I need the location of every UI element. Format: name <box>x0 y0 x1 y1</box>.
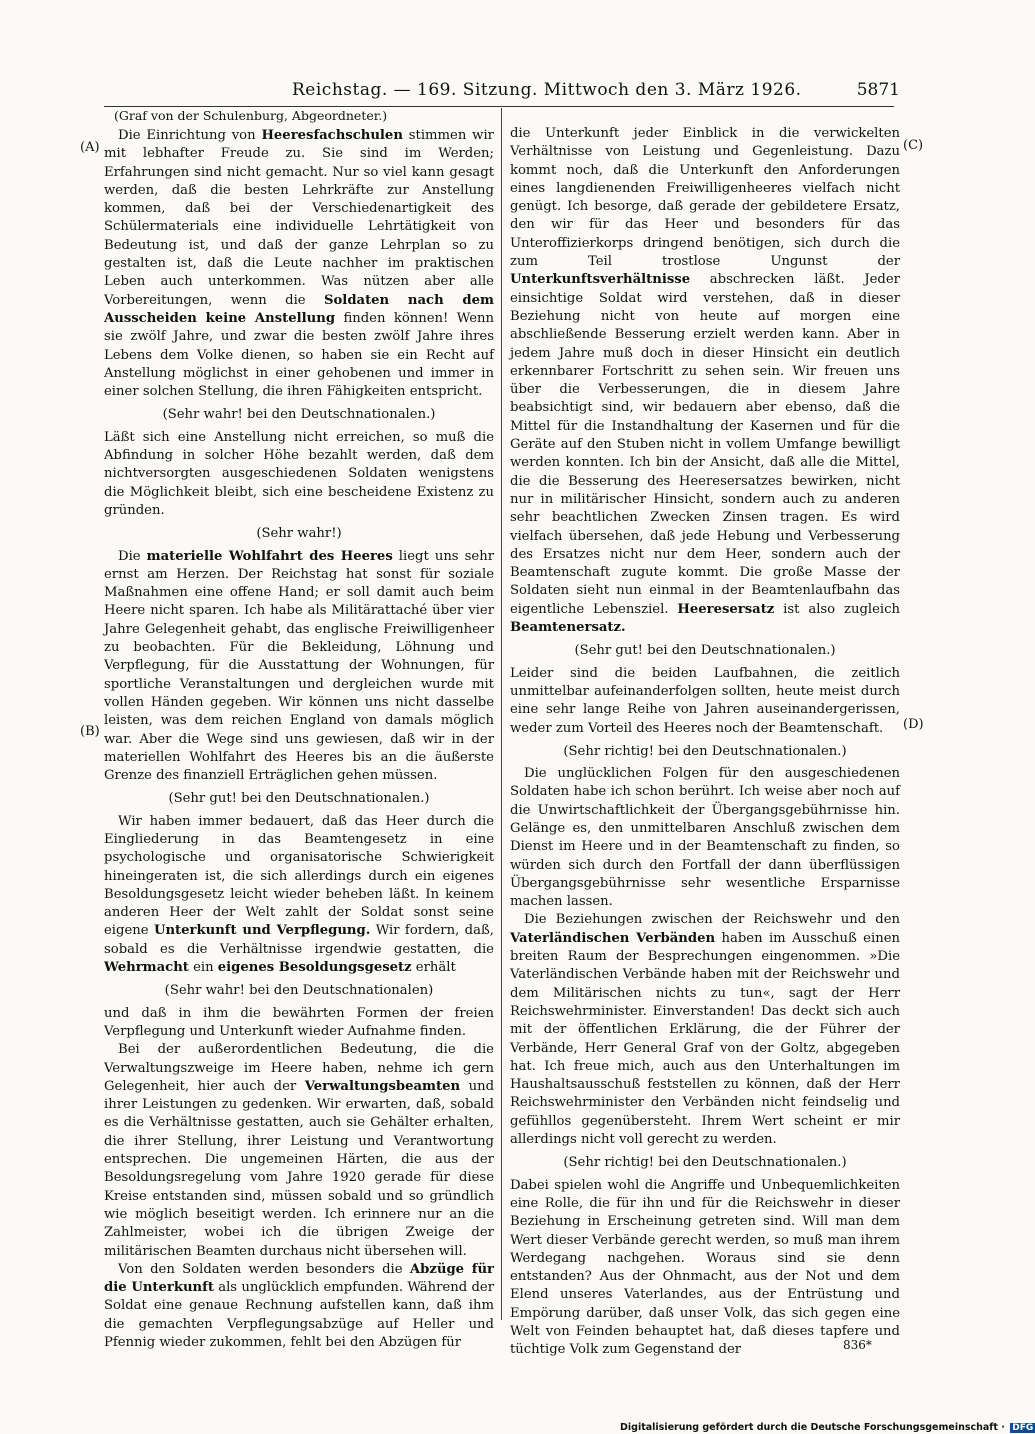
paragraph: Wir haben immer bedauert, daß das Heer durch die Eingliederung in das Beamtengesetz in eine psychologische und organisatorische Schwierigkeit hineingeraten ist, die sich allerdings durch ein eigenes Besoldungsgesetz leicht wieder beheben läßt. In keinem anderen Heer der Welt zahlt der Soldat sonst seine eigene Unterkunft und Verpflegung. Wir fordern, daß, sobald es die Verhältnisse irgendwie gestatten, die Wehrmacht ein eigenes Besoldungsgesetz erhält <box>104 813 494 976</box>
paragraph: Die Beziehungen zwischen der Reichswehr und den Vaterländischen Verbänden haben im Ausschuß einen breiten Raum der Besprechungen eingenommen. »Die Vaterländischen Verbände haben mit der Reichswehr und dem Militärischen nichts zu tun«, sagt der Herr Reichswehrminister. Einverstanden! Das deckt sich auch mit der öffentlichen Erklärung, die der Führer der Verbände, Herr General Graf von der Goltz, abgegeben hat. Ich freue mich, auch aus den Unterhaltungen im Haushaltsausschuß feststellen zu können, daß der Herr Reichswehrminister den Verbänden nicht feindselig und gefühllos gegenübersteht. Ihrem Wert scheint er mir allerdings nicht voll gerecht zu werden. <box>510 912 900 1148</box>
paragraph: Bei der außerordentlichen Bedeutung, die die Verwaltungszweige im Heere haben, nehme ich gern Gelegenheit, hier auch der Verwaltungsbeamten und ihrer Leistungen zu gedenken. Wir erwarten, daß, sobald es die Verhältnisse gestatten, auch sie Gehälter erhalten, die ihrer Stellung, ihrer Leistung und Verantwortung entsprechen. Die ungemeinen Härten, die aus der Besoldungsregelung vom Jahre 1920 gerade für diese Kreise entstanden sind, müssen sobald und so gründlich wie möglich beseitigt werden. Ich erinnere nur an die Zahlmeister, wobei ich die übrigen Zweige der militärischen Beamten durchaus nicht übersehen will. <box>104 1042 495 1259</box>
paragraph: Die unglücklichen Folgen für den ausgeschiedenen Soldaten habe ich schon berührt. Ich weise aber noch auf die Unwirtschaftlichkeit der Übergangsgebührnisse hin. Gelänge es, den unmittelbaren Anschluß zwischen dem Dienst im Heere und in der Beamtenschaft zu finden, so würden sich durch den Fortfall der dann überflüssigen Übergangsgebührnisse sehr wesentliche Ersparnisse machen lassen. <box>510 766 900 910</box>
speaker-attribution: (Graf von der Schulenburg, Abgeordneter.) <box>114 108 388 123</box>
applause-note: (Sehr wahr! bei den Deutschnationalen) <box>164 983 434 999</box>
margin-mark-b: (B) <box>80 724 100 739</box>
running-header: Reichstag. — 169. Sitzung. Mittwoch den 3. März 1926. <box>292 80 802 100</box>
paragraph: Läßt sich eine Anstellung nicht erreichen, so muß die Abfindung in solcher Höhe bezahlt werden, daß dem nichtversorgten ausgeschiedenen Soldaten wenigstens die Möglichkeit bleibt, sich eine bescheidene Existenz zu gründen. <box>104 429 494 518</box>
paragraph: Die Einrichtung von Heeresfachschulen stimmen wir mit lebhafter Freude zu. Sie sind im Werden; Erfahrungen sind nicht gemacht. Nur so viel kann gesagt werden, daß die besten Lehrkräfte zur Anstellung kommen, daß bei der Verschiedenartigkeit des Schülermaterials eine individuelle Lehrtätigkeit von Bedeutung ist, und daß der ganze Lehrplan so zu gestalten ist, daß die Leute nachher im praktischen Leben auch unterkommen. Was nützen aber alle Vorbereitungen, wenn die Soldaten nach dem Ausscheiden keine Anstellung finden können! Wenn sie zwölf Jahre, und zwar die besten zwölf Jahre ihres Lebens dem Volke dienen, so haben sie ein Recht auf Anstellung möglichst in einer gehobenen und immer in einer solchen Stellung, die ihren Fähigkeiten entspricht. <box>104 128 494 400</box>
applause-note: (Sehr gut! bei den Deutschnationalen.) <box>574 643 836 659</box>
header-rule <box>104 106 894 107</box>
margin-mark-d: (D) <box>903 717 924 732</box>
right-column <box>510 125 900 1360</box>
paragraph: Die materielle Wohlfahrt des Heeres liegt uns sehr ernst am Herzen. Der Reichstag hat sonst für soziale Maßnahmen eine offene Hand; er soll damit auch beim Heere nicht sparen. Ich habe als Militärattaché über vier Jahre Gelegenheit gehabt, das englische Freiwilligenheer zu beobachten. Für die Bekleidung, Löhnung und Verpflegung, für die Ausstattung der Wohnungen, für sportliche Veranstaltungen und dergleichen wurde mit vollen Händen gegeben. Wir können uns nicht dasselbe leisten, was dem reichen England von damals möglich war. Aber die Wege sind uns gewiesen, daß wir in der materiellen Wohlfahrt des Heeres bis an die äußerste Grenze des finanziell Erträglichen gehen müssen. <box>104 548 494 784</box>
applause-note: (Sehr wahr! bei den Deutschnationalen.) <box>162 407 436 423</box>
paragraph: Von den Soldaten werden besonders die Abzüge für die Unterkunft als unglücklich empfunden. Während der Soldat eine genaue Rechnung aufstellen kann, daß ihm die gemachten Verpflegungsabzüge auf Heller und Pfennig wieder zukommen, fehlt bei den Abzügen für <box>104 1261 495 1350</box>
margin-mark-a: (A) <box>80 140 100 155</box>
page-header <box>60 80 900 104</box>
left-column <box>104 127 494 1352</box>
applause-note: (Sehr wahr!) <box>256 526 342 542</box>
paragraph: und daß in ihm die bewährten Formen der freien Verpflegung und Unterkunft wieder Aufnahme finden. <box>104 1005 494 1039</box>
applause-note: (Sehr richtig! bei den Deutschnationalen.) <box>563 1155 847 1171</box>
paragraph: die Unterkunft jeder Einblick in die verwickelten Verhältnisse von Leistung und Gegenleistung. Dazu kommt noch, daß die Unterkunft den Anforderungen eines langdienenden Freiwilligenheeres vielfach nicht genügt. Ich besorge, daß gerade der gebildetere Ersatz, den wir für das Heer und besonders für das Unteroffizierkorps dringend benötigen, sich durch die zum Teil trostlose Ungunst der Unterkunftsverhältnisse abschrecken läßt. Jeder einsichtige Soldat wird verstehen, daß in dieser Beziehung nicht von heute auf morgen eine abschließende Besserung erzielt werden kann. Aber in jedem Jahre muß doch in dieser Hinsicht ein deutlich erkennbarer Fortschritt zu sehen sein. Wir freuen uns über die Verbesserungen, die in diesem Jahre beabsichtigt sind, wir bedauern aber ebenso, daß die Mittel für die Instandhaltung der Kasernen und für die Geräte auf den Stuben nicht in vollem Umfange bewilligt werden konnten. Ich bin der Ansicht, daß alle die Mittel, die die Besserung des Heeresersatzes bewirken, nicht nur in militärischer Hinsicht, sondern auch zu anderen sehr beachtlichen Zwecken Zinsen tragen. Es wird vielfach übersehen, daß jede Hebung und Verbesserung des Ersatzes nicht nur dem Heer, sondern auch der Beamtenschaft zugute kommt. Die große Masse der Soldaten sieht nun einmal in der Beamtenlaufbahn das eigentliche Lebensziel. Heeresersatz ist also zugleich Beamtenersatz. <box>510 126 900 636</box>
digitization-credit: Digitalisierung gefördert durch die Deutsche Forschungsgemeinschaft · DFG <box>620 1422 1034 1433</box>
column-divider <box>501 108 502 1320</box>
paragraph: Leider sind die beiden Laufbahnen, die zeitlich unmittelbar aufeinanderfolgen sollten, heute meist durch eine sehr lange Reihe von Jahren auseinandergerissen, weder zum Vorteil des Heeres noch der Beamtenschaft. <box>510 665 900 736</box>
margin-mark-c: (C) <box>903 138 924 153</box>
sheet-number: 836* <box>843 1338 872 1352</box>
applause-note: (Sehr richtig! bei den Deutschnationalen.) <box>563 743 847 759</box>
page-number: 5871 <box>856 80 900 100</box>
dfg-logo: DFG <box>1012 1423 1034 1433</box>
paragraph: Dabei spielen wohl die Angriffe und Unbequemlichkeiten eine Rolle, die für ihn und für die Reichswehr in dieser Beziehung in Erscheinung getreten sind. Will man dem Wert dieser Verbände gerecht werden, so muß man ihrem Werdegang nachgehen. Woraus sind sie denn entstanden? Aus der Ohnmacht, aus der Not und dem Elend unseres Vaterlandes, aus der Entrüstung und Empörung darüber, daß unser Volk, das sich gegen eine Welt von Feinden behauptet hat, daß dieses tapfere und tüchtige Volk zum Gegenstand der <box>510 1177 900 1358</box>
applause-note: (Sehr gut! bei den Deutschnationalen.) <box>168 791 430 807</box>
